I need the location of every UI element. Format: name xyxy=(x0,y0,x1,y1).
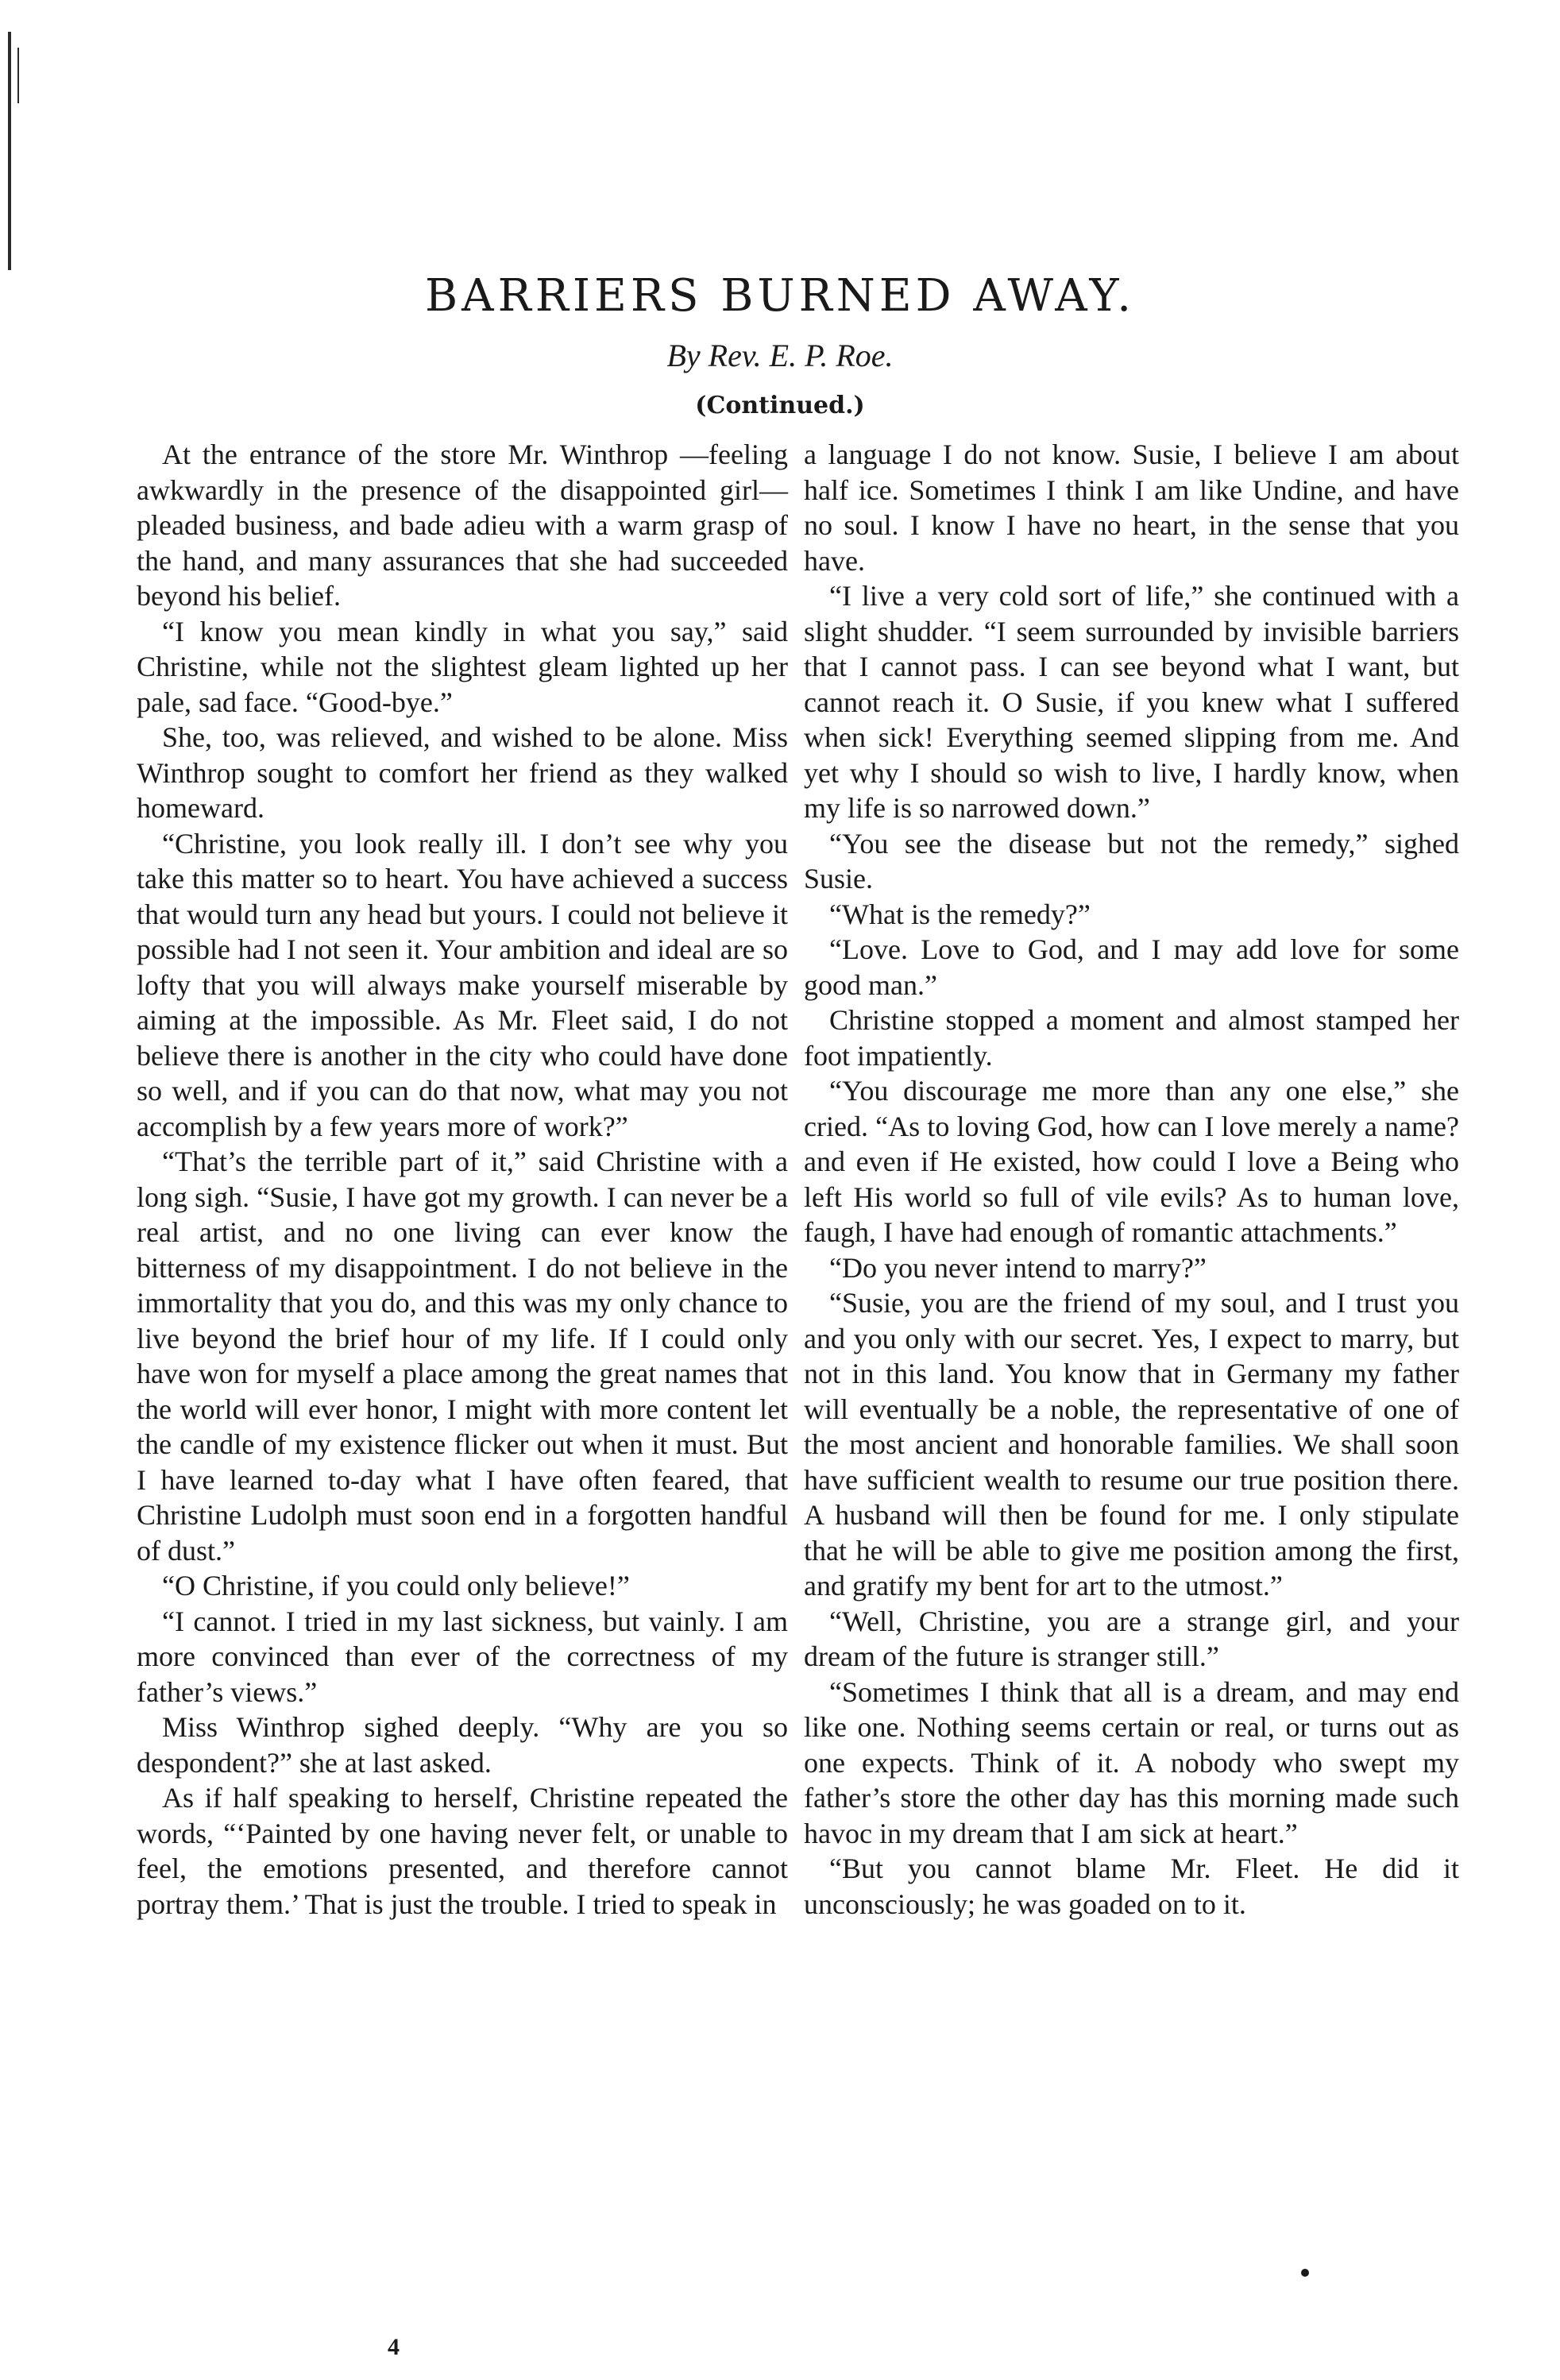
paragraph: “Susie, you are the friend of my soul, and I trust you and you only with our secret. Yes, I expect to marry, but not in this land. You know that in Germany my father will eventually be a noble, the representative of one of the most ancient and honorable families. We shall soon have sufficient wealth to resume our true position there. A husband will then be found for me. I only stipulate that he will be able to give me position among the first, and gratify my bent for art to the utmost.” xyxy=(804,1287,1459,1601)
paragraph: She, too, was relieved, and wished to be alone. Miss Winthrop sought to comfort her friend as they walked homeward. xyxy=(137,721,788,824)
page-footer-mark: 4 xyxy=(388,2334,400,2360)
article-title: BARRIERS BURNED AWAY. xyxy=(424,270,1135,322)
paragraph: a language I do not know. Susie, I believe I am about half ice. Sometimes I think I am like Undine, and have no soul. I know I have no heart, in the sense that you have. xyxy=(804,439,1459,577)
paragraph: “I cannot. I tried in my last sickness, but vainly. I am more convinced than ever of the correctness of my father’s views.” xyxy=(137,1605,788,1708)
paragraph: “What is the remedy?” xyxy=(829,898,1091,930)
paragraph: “Well, Christine, you are a strange girl, and your dream of the future is stranger still.” xyxy=(804,1605,1459,1672)
paragraph: “You discourage me more than any one else,” she cried. “As to loving God, how can I love merely a name? and even if He existed, how could I love a Being who left His world so full of vile evils? As to human love, faugh, I have had enough of romantic attachments.” xyxy=(804,1075,1459,1248)
margin-scan-mark-small xyxy=(17,48,19,103)
paragraph: “Do you never intend to marry?” xyxy=(829,1251,1207,1284)
paragraph: “Sometimes I think that all is a dream, and may end like one. Nothing seems certain or real, or turns out as one expects. Think of it. A nobody who swept my father’s store the other day has this morning made such havoc in my dream that I am sick at heart.” xyxy=(804,1675,1459,1849)
paragraph: At the entrance of the store Mr. Winthrop —feeling awkwardly in the presence of the disappointed girl—pleaded business, and bade adieu with a warm grasp of the hand, and many assurances that she had succeeded beyond his belief. xyxy=(137,439,788,612)
continued-note: (Continued.) xyxy=(695,392,865,419)
paragraph: “You see the disease but not the remedy,” sighed Susie. xyxy=(804,827,1459,894)
article-byline: By Rev. E. P. Roe. xyxy=(666,338,894,373)
paragraph: As if half speaking to herself, Christine repeated the words, “‘Painted by one having never felt, or unable to feel, the emotions presented, and therefore cannot portray them.’ That is just the trouble. I tried to speak in xyxy=(137,1782,788,1920)
paragraph: Christine stopped a moment and almost stamped her foot impatiently. xyxy=(804,1004,1459,1072)
margin-scan-mark xyxy=(8,32,11,270)
paragraph: “That’s the terrible part of it,” said Christine with a long sigh. “Susie, I have got my growth. I can never be a real artist, and no one living can ever know the bitterness of my disappointment. I do not believe in the immortality that you do, and this was my only chance to live beyond the brief hour of my life. If I could only have won for myself a place among the great names that the world will ever honor, I might with more content let the candle of my existence flicker out when it must. But I have learned to-day what I have often feared, that Christine Ludolph must soon end in a forgotten handful of dust.” xyxy=(137,1146,788,1567)
left-column xyxy=(137,437,788,1922)
paragraph: “I know you mean kindly in what you say,” said Christine, while not the slightest gleam lighted up her pale, sad face. “Good-bye.” xyxy=(137,615,788,718)
paragraph: “Christine, you look really ill. I don’t see why you take this matter so to heart. You have achieved a success that would turn any head but yours. I could not believe it possible had I not seen it. Your ambition and ideal are so lofty that you will always make yourself miserable by aiming at the impossible. As Mr. Fleet said, I do not believe there is another in the city who could have done so well, and if you can do that now, what may you not accomplish by a few years more of work?” xyxy=(137,827,788,1142)
right-column xyxy=(804,437,1459,1922)
paragraph: “O Christine, if you could only believe!” xyxy=(162,1570,630,1601)
paragraph: “I live a very cold sort of life,” she continued with a slight shudder. “I seem surrounded by invisible barriers that I cannot pass. I can see beyond what I want, but cannot reach it. O Susie, if you knew what I suffered when sick! Everything seemed slipping from me. And yet why I should so wish to live, I hardly know, when my life is so narrowed down.” xyxy=(804,580,1459,824)
paragraph: “Love. Love to God, and I may add love for some good man.” xyxy=(804,933,1459,1001)
paragraph: Miss Winthrop sighed deeply. “Why are you so despondent?” she at last asked. xyxy=(137,1711,788,1779)
paragraph: “But you cannot blame Mr. Fleet. He did it unconsciously; he was goaded on to it. xyxy=(804,1853,1459,1920)
ink-speck xyxy=(1301,2269,1309,2277)
